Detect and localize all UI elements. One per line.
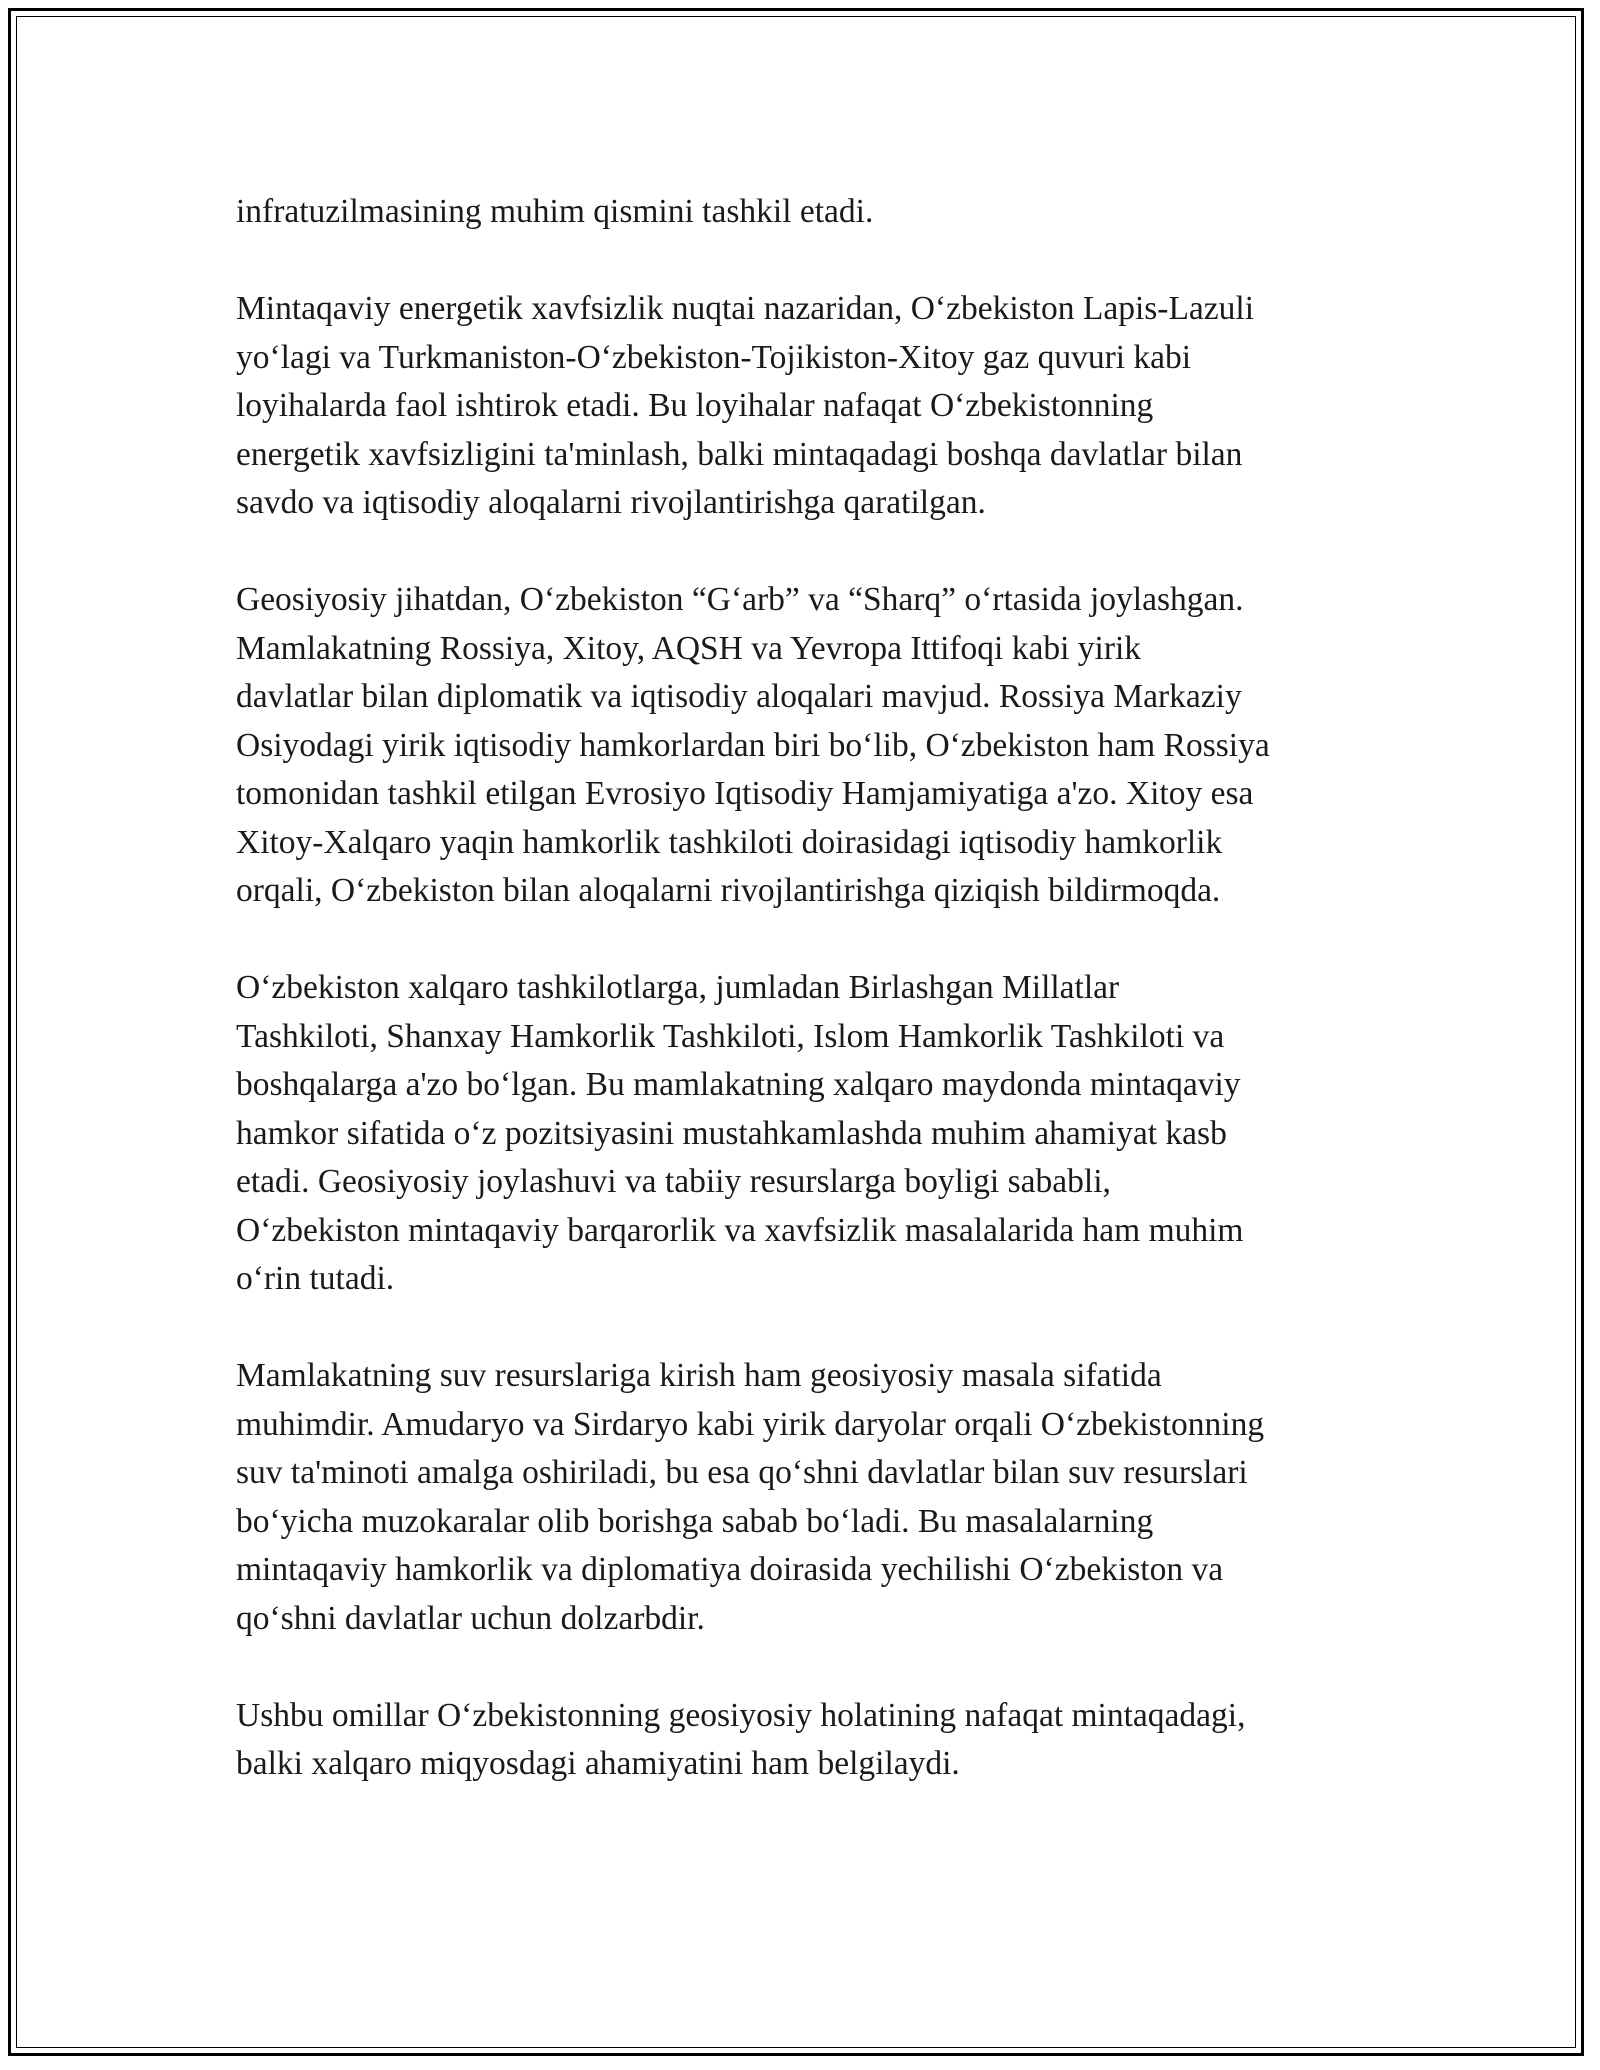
paragraph-water-resources: Mamlakatning suv resurslariga kirish ham geosiyosiy masala sifatida muhimdir. Amudaryo va Sirdaryo kabi yirik daryolar orqali O‘zbekistonning suv ta'minoti amalga oshiriladi, bu esa qo‘shni davlatlar bilan suv resurslari bo‘yicha muzokaralar olib borishga sabab bo‘ladi. Bu masalalarning mintaqaviy hamkorlik va diplomatiya doirasida yechilishi O‘zbekiston va qo‘shni davlatlar uchun dolzarbdir. — [236, 1357, 1265, 1637]
paragraph-continuation: infratuzilmasining muhim qismini tashkil etadi. — [236, 193, 874, 230]
paragraph-international-organizations: O‘zbekiston xalqaro tashkilotlarga, jumladan Birlashgan Millatlar Tashkiloti, Shanxay Hamkorlik Tashkiloti, Islom Hamkorlik Tashkiloti va boshqalarga a'zo bo‘lgan. Bu mamlakatning xalqaro maydonda mintaqaviy hamkor sifatida o‘z pozitsiyasini mustahkamlashda muhim ahamiyat kasb etadi. Geosiyosiy joylashuvi va tabiiy resurslarga boyligi sababli, O‘zbekiston mintaqaviy barqarorlik va xavfsizlik masalalarida ham muhim o‘rin tutadi. — [236, 969, 1244, 1297]
paragraph-geopolitical-position: Geosiyosiy jihatdan, O‘zbekiston “G‘arb” va “Sharq” o‘rtasida joylashgan. Mamlakatning Rossiya, Xitoy, AQSH va Yevropa Ittifoqi kabi yirik davlatlar bilan diplomatik va iqtisodiy aloqalari mavjud. Rossiya Markaziy Osiyodagi yirik iqtisodiy hamkorlardan biri bo‘lib, O‘zbekiston ham Rossiya tomonidan tashkil etilgan Evrosiyo Iqtisodiy Hamjamiyatiga a'zo. Xitoy esa Xitoy-Xalqaro yaqin hamkorlik tashkiloti doirasidagi iqtisodiy hamkorlik orqali, O‘zbekiston bilan aloqalarni rivojlantirishga qiziqish bildirmoqda. — [236, 581, 1270, 909]
paragraph-energy-security: Mintaqaviy energetik xavfsizlik nuqtai nazaridan, O‘zbekiston Lapis-Lazuli yo‘lagi va Turkmaniston-O‘zbekiston-Tojikiston-Xitoy gaz quvuri kabi loyihalarda faol ishtirok etadi. Bu loyihalar nafaqat O‘zbekistonning energetik xavfsizligini ta'minlash, balki mintaqadagi boshqa davlatlar bilan savdo va iqtisodiy aloqalarni rivojlantirishga qaratilgan. — [236, 290, 1255, 521]
document-body — [236, 188, 1376, 1789]
paragraph-conclusion: Ushbu omillar O‘zbekistonning geosiyosiy holatining nafaqat mintaqadagi, balki xalqaro miqyosdagi ahamiyatini ham belgilaydi. — [236, 1696, 1246, 1782]
